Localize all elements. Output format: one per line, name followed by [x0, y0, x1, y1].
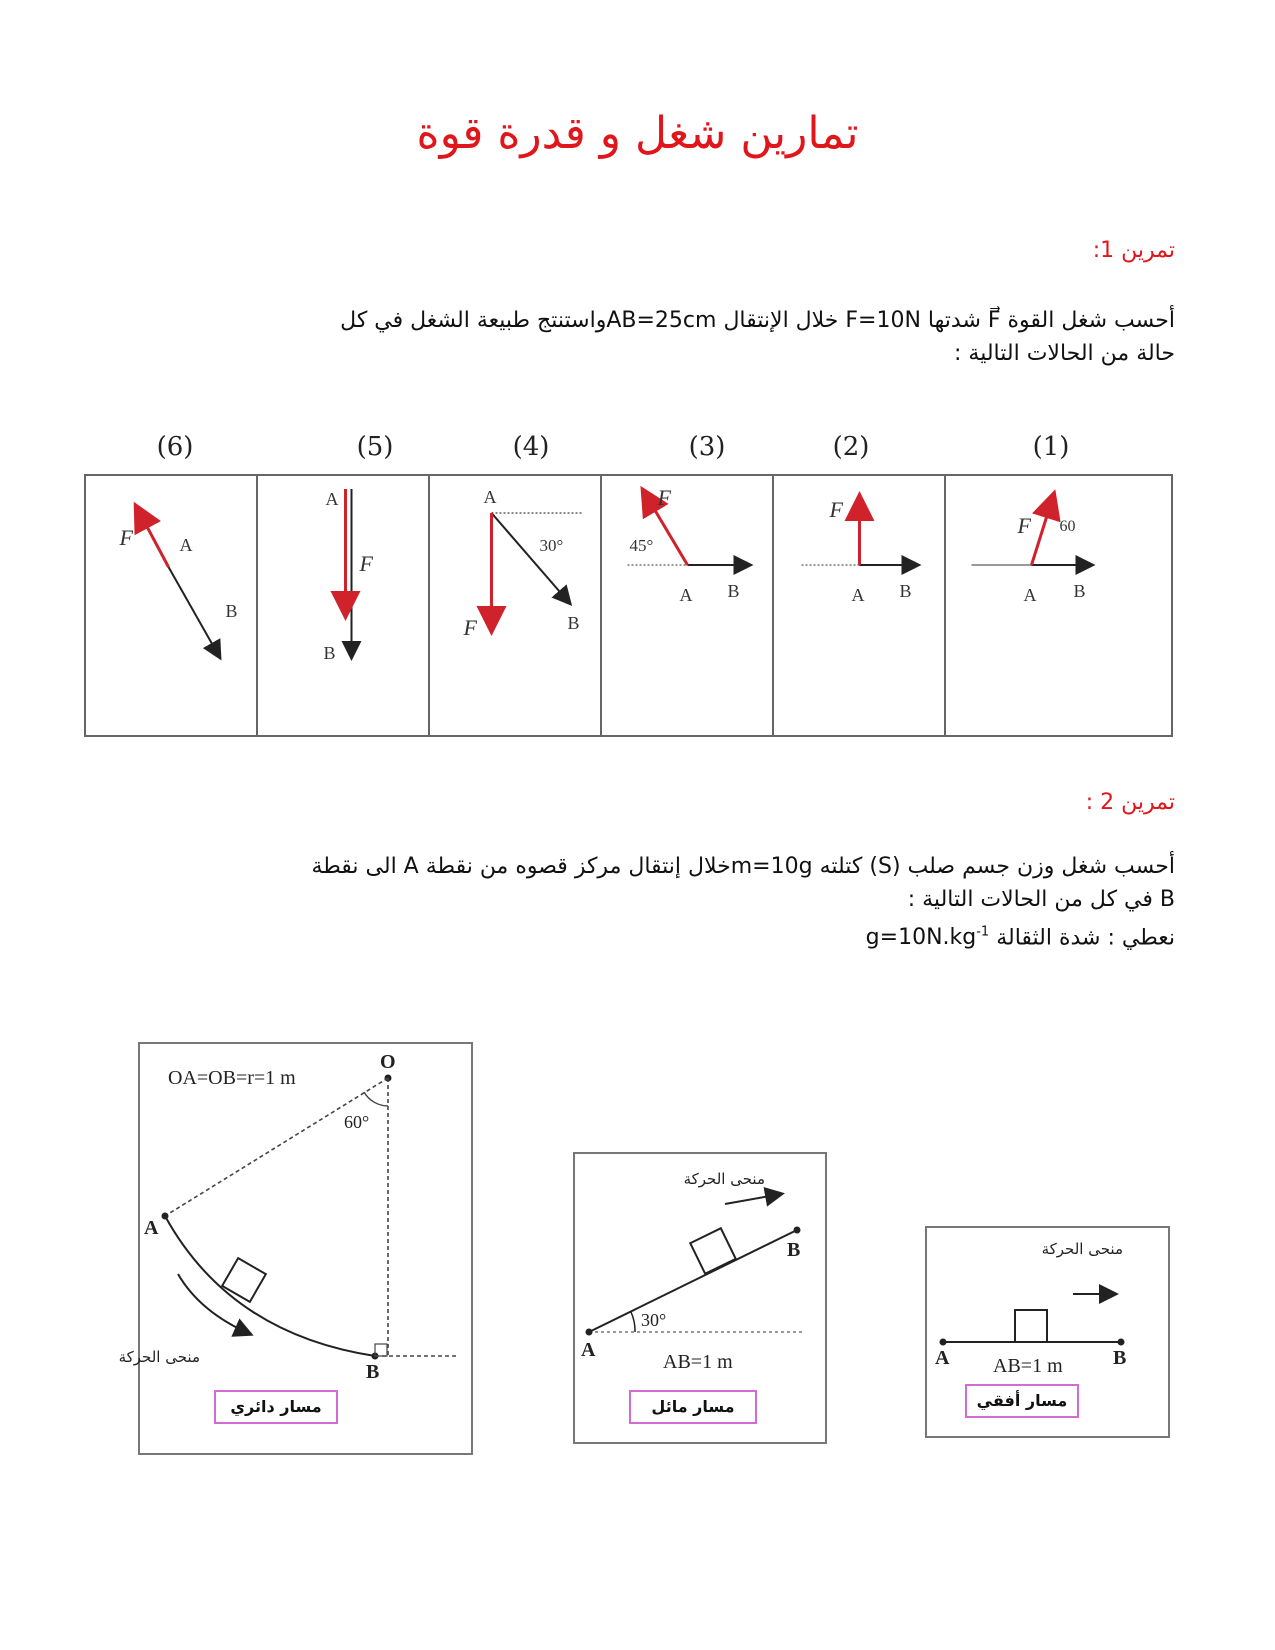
force-arrow: [1032, 495, 1054, 565]
solid-block: [690, 1228, 735, 1273]
exercise-1-heading: تمرين 1:: [1092, 238, 1175, 263]
point-o-label: O: [380, 1051, 396, 1073]
angle-label: 60: [1059, 518, 1076, 535]
radius-oa: [165, 1078, 388, 1216]
case-4-diagram: [430, 475, 611, 737]
panel-divider: [772, 474, 774, 737]
force-label: F: [829, 497, 843, 522]
exercise-1-line-2: حالة من الحالات التالية :: [954, 341, 1175, 366]
case-2-diagram: [774, 475, 955, 737]
solid-block: [1015, 1310, 1047, 1342]
motion-direction-label: منحى الحركة: [1041, 1240, 1123, 1258]
case-6-diagram: [86, 475, 267, 737]
exercise-1-line-1: أحسب شغل القوة F⃗ شدتها F=10N خلال الإنتقال AB=25cmواستنتج طبيعة الشغل في كل: [340, 308, 1175, 333]
point-a-label: A: [179, 535, 193, 555]
exercise-2-line-3: [80, 916, 1175, 954]
circular-path-figure: [118, 1042, 473, 1455]
case-3-diagram: [602, 475, 783, 737]
exercise-2-statement: [80, 850, 1175, 954]
point-a-label: A: [1023, 585, 1037, 605]
angle-label: 30°: [641, 1310, 667, 1330]
circular-path-caption: مسار دائري: [214, 1390, 338, 1424]
exercise-2-heading: تمرين 2 :: [1085, 790, 1175, 815]
case-number: (2): [832, 432, 870, 462]
gravity-label: نعطي : شدة الثقالة: [989, 925, 1175, 951]
horizontal-path-caption: مسار أفقي: [965, 1384, 1079, 1418]
point-b-label: B: [899, 581, 912, 601]
exercise-2-line-2: B في كل من الحالات التالية :: [907, 887, 1175, 912]
point-b-label: B: [787, 1239, 801, 1261]
displacement-arrow: [492, 513, 570, 603]
length-label: AB=1 m: [663, 1351, 733, 1373]
case-number: (4): [512, 432, 550, 462]
point-a-label: A: [679, 585, 693, 605]
displacement-arrow: [169, 567, 220, 657]
force-label: F: [359, 551, 373, 576]
panel-divider: [944, 474, 946, 737]
angle-label: 60°: [344, 1112, 370, 1132]
case-numbers: [85, 432, 1175, 472]
point-a-label: A: [144, 1217, 159, 1239]
point-b-label: B: [727, 581, 740, 601]
panel-divider: [600, 474, 602, 737]
inclined-path-caption: مسار مائل: [629, 1390, 757, 1424]
exercise-1-statement: [80, 304, 1175, 370]
panel-divider: [428, 474, 430, 737]
case-number: (5): [356, 432, 394, 462]
point-b-label: B: [323, 643, 336, 663]
exercise-2-line-1: أحسب شغل وزن جسم صلب (S) كتلته m=10gخلال إنتقال مركز قصوه من نقطة A الى نقطة: [311, 854, 1175, 879]
force-label: F: [119, 525, 133, 550]
case-number: (1): [1032, 432, 1070, 462]
panel-divider: [256, 474, 258, 737]
point-a-label: A: [935, 1347, 950, 1369]
point-b-label: B: [1113, 1347, 1127, 1369]
point-a-label: A: [851, 585, 865, 605]
point-a-label: A: [581, 1339, 596, 1361]
inclined-path-figure: [573, 1152, 827, 1444]
circular-arc: [165, 1216, 375, 1356]
motion-direction-arrow: [725, 1194, 781, 1204]
point-b-label: B: [366, 1361, 380, 1383]
motion-direction-label: منحى الحركة: [683, 1170, 765, 1188]
point-a-label: A: [483, 487, 497, 507]
point-b-label: B: [225, 601, 238, 621]
motion-direction-label: منحى الحركة: [118, 1348, 200, 1366]
point-b-label: B: [567, 613, 580, 633]
radius-relation: OA=OB=r=1 m: [168, 1067, 296, 1089]
case-5-diagram: [258, 475, 439, 737]
case-number: (3): [688, 432, 726, 462]
gravity-value: $g=10N.kg^{-1}$: [865, 925, 990, 951]
case-1-diagram: [946, 475, 1127, 737]
force-label: F: [1017, 513, 1031, 538]
page-title: تمارين شغل و قدرة قوة: [416, 108, 859, 159]
length-label: AB=1 m: [993, 1355, 1063, 1377]
force-arrow: [137, 507, 169, 567]
point-a-label: A: [325, 489, 339, 509]
horizontal-path-figure: [925, 1226, 1170, 1438]
force-label: F: [463, 615, 477, 640]
point-b-label: B: [1073, 581, 1086, 601]
angle-label: 45°: [629, 536, 654, 555]
force-label: F: [657, 485, 671, 510]
case-number: (6): [156, 432, 194, 462]
angle-label: 30°: [539, 536, 564, 555]
